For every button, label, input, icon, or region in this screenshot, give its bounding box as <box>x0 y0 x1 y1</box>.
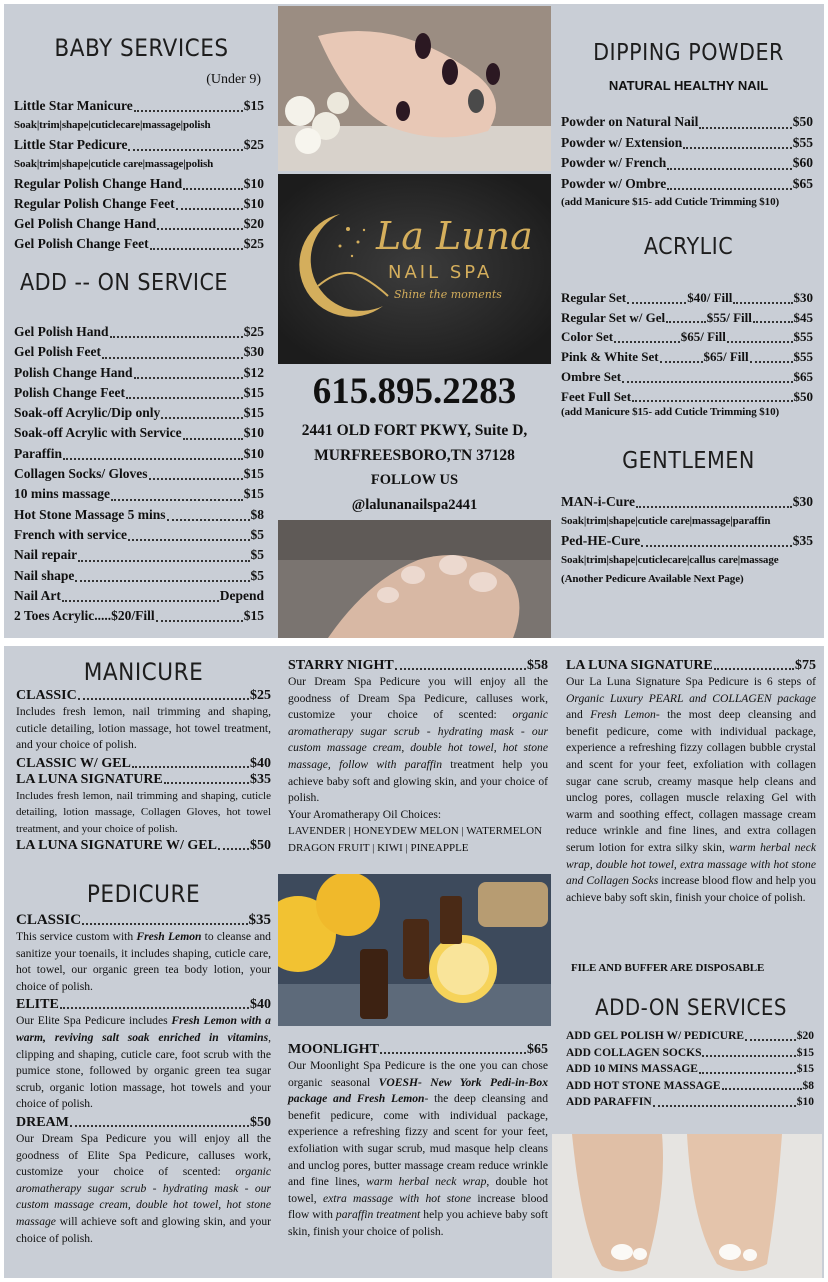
service-name: Collagen Socks/ Gloves <box>14 466 148 482</box>
service-name: Color Set <box>561 329 614 345</box>
signature-pedicure-row: LA LUNA SIGNATURE $75 <box>566 658 816 673</box>
starry-night-row: STARRY NIGHT $58 <box>288 658 548 673</box>
item-detail: Soak|trim|shape|cuticlecare|callus care|massage <box>561 554 779 566</box>
pedicure-dream-row: DREAM $50 <box>16 1114 271 1130</box>
fill-price: $55 <box>793 329 813 345</box>
moonlight-desc: Our Moonlight Spa Pedicure is the one you can chose organic seasonal VOESH- New York Pedi-in-Box package and Fresh Lemon- the deep cleansing and benefit pedicure, come with individual package, experience a refreshing fizzy and scent for your feet, exfoliation with sugar scrub, mud masque help cleans and unclog pores, butter massage cream reduce wrinkle and fine lines, warm herbal neck wrap, double hot towel, extra massage with hot stone increase blood flow with paraffin treatment help you achieve baby soft skin, finish your choice of polish. <box>288 1059 549 1238</box>
service-name: Nail Art <box>14 587 61 603</box>
gentlemen-title: GENTLEMEN <box>622 448 755 474</box>
service-name: ADD GEL POLISH W/ PEDICURE <box>566 1030 745 1042</box>
service-price: $40/ Fill <box>687 290 733 305</box>
price-row <box>14 545 264 565</box>
signature-pedicure-desc: Our La Luna Signature Spa Pedicure is 6 steps of Organic Luxury PEARL and COLLAGEN package and Fresh Lemon- the most deep cleansing and benefit pedicure, come with individual package, experience a refreshing fizzy collagen bubble crystal and scent for your feet, exfoliation with collagen sugar cane scrub, creamy masque help cleans and unclog pores, collagen muscle relaxing Gel with warm and soothing effect, collagen massage cream reduce wrinkle and fine lines, and extra collagen serum lotion for extra silky skin, warm herbal neck wrap, double hot towel, extra massage with hot stone and Collagen Socks increase blood flow and help you achieve baby soft skin, finish your choice of polish. <box>566 675 816 904</box>
price-row <box>14 484 264 504</box>
moonlight-block <box>288 1042 548 1241</box>
pedicure-block <box>16 912 271 1247</box>
service-price: $15 <box>243 384 264 400</box>
pedicure-dream-desc: Our Dream Spa Pedicure you will enjoy all the goodness of Elite Spa Pedicure, calluses work, customize your choice of scented: organic aromatherapy sugar scrub - hydrating mask - our custom massage cream, double hot towel, hot stone massage will achieve soft and glowing skin, and your choice of polish. <box>16 1131 271 1245</box>
service-price: $15 <box>243 486 264 502</box>
item-detail: Soak|trim|shape|cuticlecare|massage|polish <box>14 119 211 131</box>
service-name: Regular Set w/ Gel <box>561 309 666 325</box>
manicure-classic-row: CLASSIC $25 <box>16 688 271 703</box>
baby-services-subtitle: (Under 9) <box>206 72 261 87</box>
service-name: Powder on Natural Nail <box>561 114 699 129</box>
hand-illustration <box>278 6 551 171</box>
feet-illustration <box>552 1134 822 1278</box>
service-price: $65/ Fill <box>680 329 726 345</box>
lemon-oils-illustration <box>278 874 551 1026</box>
service-name: Polish Change Hand <box>14 364 133 380</box>
gentlemen-list <box>561 492 813 589</box>
service-name: Ped-HE-Cure <box>561 533 641 548</box>
phone-number[interactable]: 615.895.2283 <box>312 371 517 412</box>
service-price: $12 <box>243 364 264 380</box>
social-handle[interactable]: @lalunanailspa2441 <box>351 497 478 513</box>
price-row <box>561 327 813 347</box>
service-name: Paraffin <box>14 445 62 461</box>
price-row <box>14 214 264 234</box>
service-price: $5 <box>250 547 264 563</box>
service-name: ADD HOT STONE MASSAGE <box>566 1079 721 1092</box>
aromatherapy-label: Your Aromatherapy Oil Choices: <box>288 807 442 821</box>
service-price: $65 <box>793 368 813 384</box>
service-price: $20 <box>796 1030 814 1042</box>
price-row <box>14 363 264 383</box>
follow-us-label: FOLLOW US <box>370 472 459 488</box>
baby-services-title: BABY SERVICES <box>54 34 229 62</box>
item-detail: Soak|trim|shape|cuticle care|massage|polish <box>14 158 214 170</box>
brand-subtitle: NAIL SPA <box>388 262 493 283</box>
acrylic-note: (add Manicure $15- add Cuticle Trimming $10) <box>561 406 780 418</box>
brand-tagline: Shine the moments <box>394 288 502 301</box>
dipping-powder-note: (add Manicure $15- add Cuticle Trimming $10) <box>561 196 780 208</box>
pedicure-title: PEDICURE <box>86 880 201 908</box>
address-line-2: MURFREESBORO,TN 37128 <box>314 447 515 464</box>
service-price: $15 <box>243 466 264 482</box>
service-name: Gel Polish Change Hand <box>14 216 157 231</box>
price-row <box>14 383 264 403</box>
service-price: Depend <box>219 587 264 603</box>
price-row <box>14 234 264 254</box>
pedicure-classic-row: CLASSIC $35 <box>16 912 271 928</box>
service-price: $50 <box>793 388 813 404</box>
price-row <box>561 347 813 367</box>
service-name: Soak-off Acrylic with Service <box>14 425 182 441</box>
dipping-powder-subtitle: NATURAL HEALTHY NAIL <box>608 78 769 93</box>
pedicure-elite-desc: Our Elite Spa Pedicure includes Fresh Lemon with a warm, reviving salt soak enriched in vitamins, clipping and shaping, cuticle care, foot scrub with the pumice stone, followed by organic green tea sugar scrub, organic lotion massage, hot towels and your choice of polish. <box>16 1014 271 1111</box>
price-row <box>561 308 813 328</box>
service-price: $25 <box>243 137 264 152</box>
service-price: $15 <box>243 98 264 113</box>
service-name: Hot Stone Massage 5 mins <box>14 506 166 522</box>
service-name: 10 mins massage <box>14 486 111 502</box>
service-price: $65/ Fill <box>703 349 749 365</box>
price-row <box>14 135 264 155</box>
brand-name: La Luna <box>376 214 533 258</box>
service-name: Gel Polish Hand <box>14 324 109 339</box>
service-price: $35 <box>792 533 813 548</box>
service-price: $50 <box>792 114 813 129</box>
manicured-hand-photo <box>278 6 551 171</box>
pedicure-classic-desc: This service custom with Fresh Lemon to cleanse and sanitize your toenails, it includes shaping, cuticle care, hot towel, our organic green tea body lotion, your choice of polish. <box>16 930 271 993</box>
nails-illustration <box>278 520 551 638</box>
acrylic-list <box>561 288 813 406</box>
service-price: $65 <box>792 175 813 191</box>
service-price: $10 <box>243 176 264 191</box>
price-row <box>14 444 264 464</box>
price-row <box>561 531 813 551</box>
price-row <box>561 288 813 308</box>
service-name: Little Star Pedicure <box>14 137 128 152</box>
price-row <box>14 342 264 362</box>
contact-block <box>278 370 551 518</box>
price-row <box>561 387 813 407</box>
service-price: $20 <box>243 216 264 231</box>
service-name: Powder w/ French <box>561 155 667 170</box>
service-price: $8 <box>250 506 264 522</box>
service-price: $5 <box>250 567 264 583</box>
service-name: Ombre Set <box>561 368 622 384</box>
service-price: $15 <box>243 608 264 624</box>
price-row <box>566 1045 814 1062</box>
service-name: Soak-off Acrylic/Dip only <box>14 405 161 421</box>
price-row <box>14 322 264 342</box>
price-row <box>14 464 264 484</box>
pedicured-feet-photo <box>552 1134 822 1278</box>
service-name: Gel Polish Feet <box>14 344 101 360</box>
service-price: $8 <box>802 1079 814 1092</box>
manicure-classic-gel-row: CLASSIC W/ GEL $40 <box>16 755 271 771</box>
starry-night-block <box>288 658 548 857</box>
service-name: Feet Full Set <box>561 388 632 404</box>
price-row <box>14 403 264 423</box>
price-row <box>561 492 813 512</box>
starry-night-desc: Our Dream Spa Pedicure you will enjoy all the goodness of Dream Spa Pedicure, calluses work, customize your choice of scented: organic aromatherapy sugar scrub - hydrating mask - our custom massage cream, double hot towel, hot stone massage, follow with paraffin treatment help you achieve baby soft and glowing skin, and your choice of polish. <box>288 675 548 805</box>
price-row <box>14 194 264 214</box>
service-name: Regular Set <box>561 290 627 305</box>
service-price: $30 <box>243 344 264 360</box>
acrylic-title: ACRYLIC <box>643 234 734 260</box>
pedicure-elite-row: ELITE $40 <box>16 997 271 1013</box>
aromatherapy-oils-2: DRAGON FRUIT | KIWI | PINEAPPLE <box>288 841 469 854</box>
service-price: $25 <box>243 324 264 339</box>
price-row <box>14 606 264 626</box>
price-row <box>561 133 813 154</box>
item-detail: (Another Pedicure Available Next Page) <box>561 573 744 585</box>
fill-price: $55 <box>793 349 813 365</box>
dipping-powder-title: DIPPING POWDER <box>593 40 784 66</box>
top-menu-panel <box>4 4 824 638</box>
la-luna-logo <box>278 174 551 364</box>
item-detail: Soak|trim|shape|cuticle care|massage|paraffin <box>561 515 771 527</box>
service-name: Nail shape <box>14 567 75 583</box>
manicure-signature-row: LA LUNA SIGNATURE $35 <box>16 771 271 787</box>
service-price: $25 <box>243 236 264 251</box>
bottom-menu-panel <box>4 646 824 1278</box>
service-name: Little Star Manicure <box>14 98 133 113</box>
price-row <box>14 586 264 606</box>
service-price: $55 <box>792 134 813 150</box>
price-row <box>14 566 264 586</box>
price-row <box>14 525 264 545</box>
service-price: $10 <box>243 196 264 211</box>
price-row <box>566 1061 814 1078</box>
service-price: $30 <box>792 494 813 509</box>
price-row <box>14 505 264 525</box>
service-price: $10 <box>796 1096 814 1108</box>
price-row <box>566 1078 814 1095</box>
service-price: $60 <box>792 155 813 170</box>
price-row <box>14 174 264 194</box>
price-row <box>561 174 813 195</box>
signature-pedicure-block <box>566 658 816 906</box>
service-name: Powder w/ Ombre <box>561 175 667 191</box>
price-row <box>561 367 813 387</box>
file-buffer-note: FILE AND BUFFER ARE DISPOSABLE <box>571 962 765 974</box>
addon-title: ADD -- ON SERVICE <box>19 270 229 296</box>
service-price: $10 <box>243 425 264 441</box>
price-row <box>14 423 264 443</box>
price-row <box>14 96 264 116</box>
service-name: ADD PARAFFIN <box>566 1096 652 1108</box>
manicure-title: MANICURE <box>83 658 204 686</box>
service-price: $55/ Fill <box>706 309 752 325</box>
dipping-powder-list <box>561 112 813 194</box>
manicure-block <box>16 688 271 854</box>
price-row <box>566 1028 814 1045</box>
addon-services-list <box>566 1028 814 1111</box>
price-row <box>566 1094 814 1111</box>
service-name: MAN-i-Cure <box>561 494 635 509</box>
service-name: Powder w/ Extension <box>561 134 683 150</box>
service-name: Polish Change Feet <box>14 384 125 400</box>
manicure-classic-desc: Includes fresh lemon, nail trimming and shaping, cuticle detailing, lotion massage, hot towel treatment, and your choice of polish. <box>16 705 271 752</box>
fill-price: $45 <box>793 309 813 325</box>
addon-list <box>14 322 264 626</box>
address-line-1: 2441 OLD FORT PKWY, Suite D, <box>301 422 528 439</box>
service-name: Regular Polish Change Hand <box>14 176 183 191</box>
service-name: ADD 10 MINS MASSAGE <box>566 1063 698 1075</box>
moonlight-row: MOONLIGHT $65 <box>288 1042 548 1057</box>
service-price: $15 <box>796 1063 814 1075</box>
service-name: Nail repair <box>14 547 78 563</box>
service-price: $15 <box>796 1046 814 1059</box>
service-name: Regular Polish Change Feet <box>14 196 175 211</box>
service-name: ADD COLLAGEN SOCKS <box>566 1046 702 1059</box>
service-name: Pink & White Set <box>561 349 659 365</box>
baby-services-list <box>14 96 264 254</box>
service-price: $10 <box>243 445 264 461</box>
service-name: French with service <box>14 526 127 542</box>
manicure-signature-gel-row: LA LUNA SIGNATURE W/ GEL $50 <box>16 837 271 853</box>
addon-services-title: ADD-ON SERVICES <box>595 996 787 1021</box>
fill-price: $30 <box>793 290 813 305</box>
manicure-signature-desc: Includes fresh lemon, nail trimming and shaping, cuticle detailing, lotion massage, Collagen Gloves, hot towel treatment, and your choice of polish. <box>16 789 271 835</box>
lemon-oils-photo <box>278 874 551 1026</box>
service-price: $15 <box>243 405 264 421</box>
price-row <box>561 153 813 174</box>
nails-closeup-photo <box>278 520 551 638</box>
service-name: Gel Polish Change Feet <box>14 236 149 251</box>
service-price: $5 <box>250 526 264 542</box>
price-row <box>561 112 813 133</box>
aromatherapy-oils-1: LAVENDER | HONEYDEW MELON | WATERMELON <box>288 825 543 838</box>
service-name: 2 Toes Acrylic.....$20/Fill <box>14 608 155 624</box>
